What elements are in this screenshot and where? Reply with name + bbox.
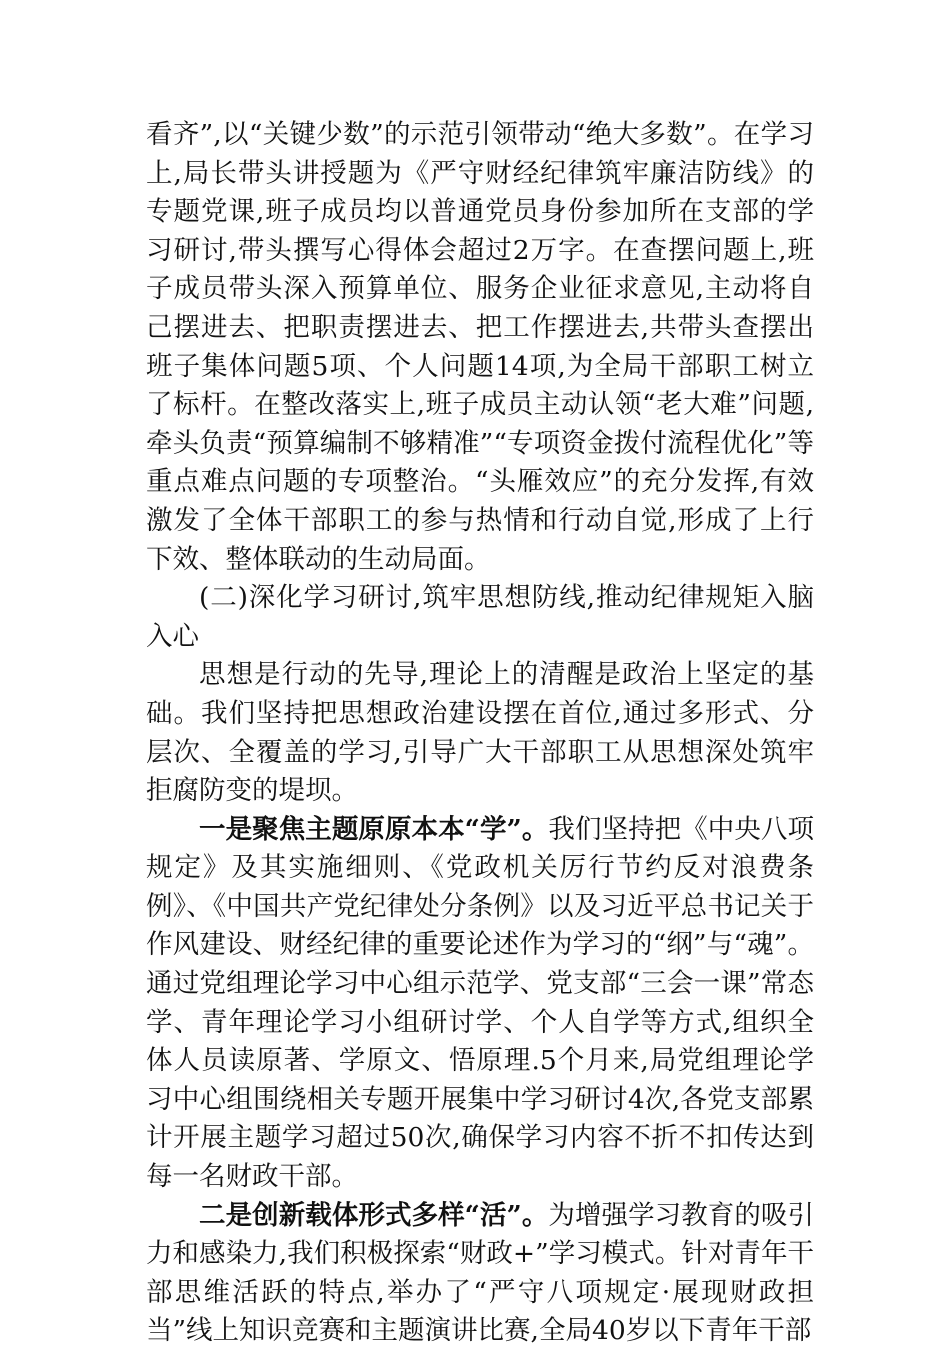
paragraph-body-innovative-carriers: 为增强学习教育的吸引力和感染力,我们积极探索“财政+”学习模式。针对青年干部思维活跃的特点,举办了“严守八项规定·展现财政担当”线上知识竞赛和主题演讲比赛,全局40岁以下青年干部 xyxy=(146,1199,814,1347)
document-body xyxy=(146,116,814,1351)
section-heading-2: (二)深化学习研讨,筑牢思想防线,推动纪律规矩入脑入心 xyxy=(146,582,814,652)
paragraph-thought-guide: 思想是行动的先导,理论上的清醒是政治上坚定的基础。我们坚持把思想政治建设摆在首位,通过多形式、分层次、全覆盖的学习,引导广大干部职工从思想深处筑牢拒腐防变的堤坝。 xyxy=(146,659,814,807)
paragraph-study-focus xyxy=(146,811,814,1197)
paragraph-lead-innovative-carriers: 二是创新载体形式多样“活”。 xyxy=(199,1199,549,1231)
paragraph-lead-study-focus: 一是聚焦主题原原本本“学”。 xyxy=(199,813,549,845)
paragraph-leadership-example: 看齐”,以“关键少数”的示范引领带动“绝大多数”。在学习上,局长带头讲授题为《严守财经纪律筑牢廉洁防线》的专题党课,班子成员均以普通党员身份参加所在支部的学习研讨,带头撰写心得体会超过2万字。在查摆问题上,班子成员带头深入预算单位、服务企业征求意见,主动将自己摆进去、把职责摆进去、把工作摆进去,共带头查摆出班子集体问题5项、个人问题14项,为全局干部职工树立了标杆。在整改落实上,班子成员主动认领“老大难”问题,牵头负责“预算编制不够精准”“专项资金拨付流程优化”等重点难点问题的专项整治。“头雁效应”的充分发挥,有效激发了全体干部职工的参与热情和行动自觉,形成了上行下效、整体联动的生动局面。 xyxy=(146,119,814,575)
paragraph-body-study-focus: 我们坚持把《中央八项规定》及其实施细则、《党政机关厉行节约反对浪费条例》、《中国共产党纪律处分条例》以及习近平总书记关于作风建设、财经纪律的重要论述作为学习的“纲”与“魂”。通过党组理论学习中心组示范学、党支部“三会一课”常态学、青年理论学习小组研讨学、个人自学等方式,组织全体人员读原著、学原文、悟原理.5个月来,局党组理论学习中心组围绕相关专题开展集中学习研讨4次,各党支部累计开展主题学习超过50次,确保学习内容不折不扣传达到每一名财政干部。 xyxy=(146,813,814,1193)
paragraph-innovative-carriers xyxy=(146,1197,814,1351)
